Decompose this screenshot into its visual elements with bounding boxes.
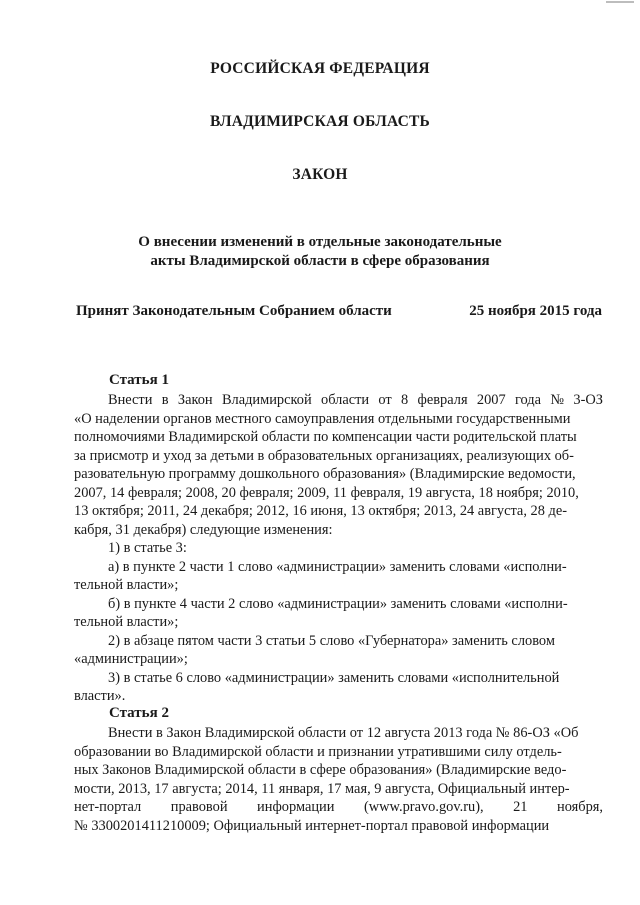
article-2-line-justified: нет-портал правовой информации (www.pravo.gov.ru), 21 ноября,	[74, 799, 603, 815]
article-2-line: Внести в Закон Владимирской области от 12 августа 2013 года № 86-ОЗ «Об	[108, 725, 579, 741]
header-region: ВЛАДИМИРСКАЯ ОБЛАСТЬ	[210, 113, 430, 130]
article-1-line: 2007, 14 февраля; 2008, 20 февраля; 2009, 11 февраля, 19 августа, 18 ноября; 2010,	[74, 484, 579, 501]
article-1-line: власти».	[74, 688, 126, 704]
article-1-line: 2) в абзаце пятом части 3 статьи 5 слово «Губернатора» заменить словом	[108, 632, 555, 649]
law-title	[0, 233, 640, 271]
article-1-body	[74, 391, 603, 706]
adopted-date: 25 ноября 2015 года	[469, 303, 602, 319]
article-1-line: разовательную программу дошкольного образования» (Владимирские ведомости,	[74, 466, 576, 482]
article-1-line: «О наделении органов местного самоуправления отдельными государственными	[74, 410, 571, 427]
adopted-by: Принят Законодательным Собранием области	[76, 303, 392, 319]
article-1-line: тельной власти»;	[74, 577, 179, 593]
article-2-heading: Статья 2	[109, 705, 169, 721]
article-2-body	[74, 724, 603, 835]
article-1-line: Внести в Закон Владимирской области от 8 февраля 2007 года № 3-ОЗ	[108, 392, 603, 408]
header-doc-type: ЗАКОН	[292, 166, 348, 183]
article-1-line: за присмотр и уход за детьми в образовательных организациях, реализующих об-	[74, 447, 574, 464]
article-1-line: тельной власти»;	[74, 614, 179, 630]
article-2-line: № 3300201411210009; Официальный интернет-портал правовой информации	[74, 817, 550, 834]
article-1-line: полномочиями Владимирской области по компенсации части родительской платы	[74, 429, 577, 445]
article-1-line: а) в пункте 2 части 1 слово «администрации» заменить словами «исполни-	[108, 558, 567, 575]
article-1-line: «администрации»;	[74, 651, 188, 667]
article-1-line: кабря, 31 декабря) следующие изменения:	[74, 521, 333, 538]
scan-corner-mark	[606, 1, 634, 3]
article-1-heading: Статья 1	[109, 372, 169, 388]
article-1-line: б) в пункте 4 части 2 слово «администрации» заменить словами «исполни-	[108, 595, 568, 612]
article-1-line: 13 октября; 2011, 24 декабря; 2012, 16 июня, 13 октября; 2013, 24 августа, 28 де-	[74, 503, 568, 519]
law-title-line-2: акты Владимирской области в сфере образования	[150, 253, 490, 269]
law-title-line-1: О внесении изменений в отдельные законодательные	[138, 234, 502, 250]
article-1-line: 1) в статье 3:	[108, 540, 187, 556]
article-1-line: 3) в статье 6 слово «администрации» заменить словами «исполнительной	[108, 669, 560, 686]
article-2-line: ных Законов Владимирской области в сфере образования» (Владимирские ведо-	[74, 762, 567, 778]
article-2-line: мости, 2013, 17 августа; 2014, 11 января, 17 мая, 9 августа, Официальный интер-	[74, 780, 570, 797]
article-2-line: образовании во Владимирской области и признании утратившими силу отдель-	[74, 743, 562, 760]
header-country: РОССИЙСКАЯ ФЕДЕРАЦИЯ	[210, 60, 430, 77]
